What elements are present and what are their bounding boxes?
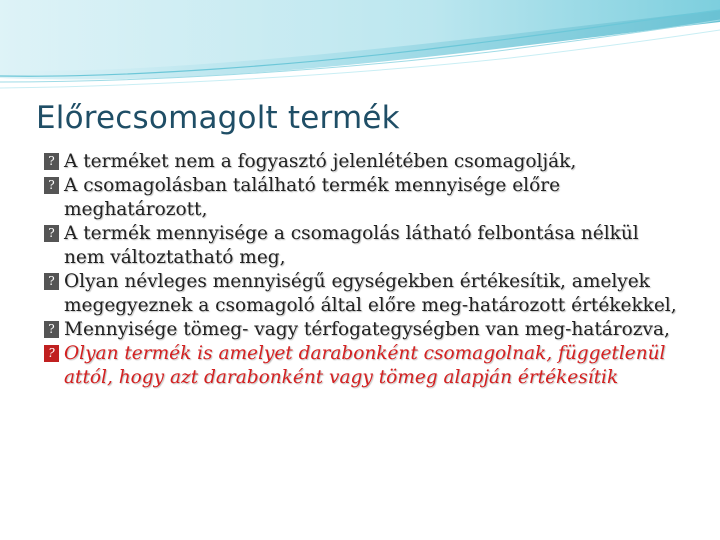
bullet-marker-icon: ? (44, 225, 59, 242)
bullet-item (44, 270, 684, 318)
bullet-text: A terméket nem a fogyasztó jelenlétében csomagolják, (64, 151, 577, 172)
bullet-marker-icon: ? (44, 345, 59, 362)
slide-title: Előrecsomagolt termék (36, 100, 400, 136)
bullet-marker-icon: ? (44, 177, 59, 194)
bullet-marker-icon: ? (44, 321, 59, 338)
bullet-item-highlighted (44, 342, 684, 390)
bullet-text: Mennyisége tömeg- vagy térfogategységben van meg-határozva, (64, 319, 670, 340)
bullet-item (44, 150, 684, 174)
bullet-list (44, 150, 684, 390)
bullet-item (44, 222, 684, 270)
bullet-item (44, 318, 684, 342)
bullet-item (44, 174, 684, 222)
bullet-text: A termék mennyisége a csomagolás látható felbontása nélkül nem változtatható meg, (64, 223, 639, 268)
bullet-text: Olyan névleges mennyiségű egységekben értékesítik, amelyek megegyeznek a csomagoló által előre meg-határozott értékekkel, (64, 271, 677, 316)
header-wave-decoration (0, 0, 720, 92)
bullet-text: A csomagolásban található termék mennyisége előre meghatározott, (64, 175, 561, 220)
bullet-text: Olyan termék is amelyet darabonként csomagolnak, függetlenül attól, hogy azt darabonként vagy tömeg alapján értékesítik (64, 343, 666, 388)
bullet-marker-icon: ? (44, 273, 59, 290)
bullet-marker-icon: ? (44, 153, 59, 170)
